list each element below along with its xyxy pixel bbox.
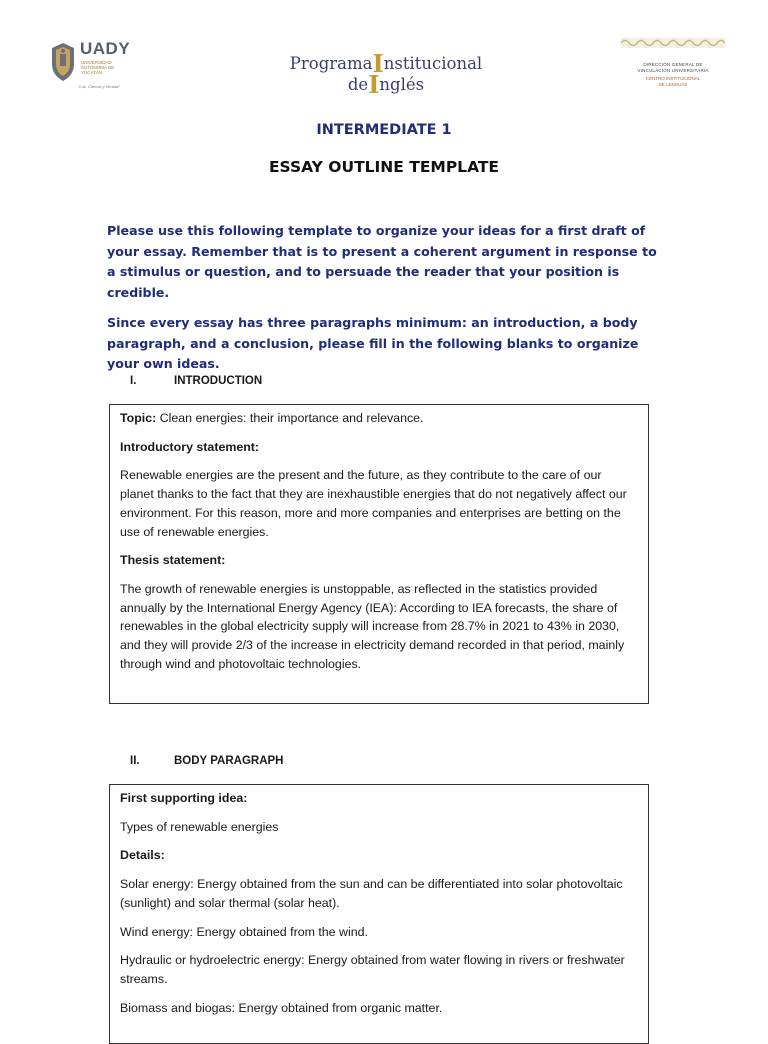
instructions bbox=[107, 221, 663, 385]
section-heading-body-paragraph bbox=[130, 755, 283, 767]
pii-line2-suffix: nglés bbox=[379, 75, 425, 94]
detail-item: Biomass and biogas: Energy obtained from organic matter. bbox=[120, 1000, 443, 1015]
course-level: INTERMEDIATE 1 bbox=[316, 122, 452, 138]
uady-name: UADY bbox=[80, 39, 131, 58]
instructions-paragraph-1: Please use this following template to organize your ideas for a first draft of your essay. Remember that is to present a coherent argument in response to a stimulus or question, and to persuade the reader that your position is credible. bbox=[107, 223, 657, 300]
dgvu-logo bbox=[618, 38, 728, 94]
pii-line1-prefix: Programa bbox=[289, 54, 373, 73]
section-number: II. bbox=[130, 755, 140, 767]
dgvu-line3: CENTRO INSTITUCIONAL bbox=[645, 76, 701, 81]
detail-item: Hydraulic or hydroelectric energy: Energy obtained from water flowing in rivers or freshwater streams. bbox=[120, 953, 625, 986]
introductory-statement-text: Renewable energies are the present and the future, as they contribute to the care of our planet thanks to the fact that they are inexhaustible energies that do not negatively affect our environment. For this reason, more and more companies and enterprises are betting on the use of renewable energies. bbox=[120, 468, 627, 539]
pii-line1-suffix: nstitucional bbox=[383, 54, 483, 73]
detail-item: Solar energy: Energy obtained from the sun and can be differentiated into solar photovoltaic (sunlight) and solar thermal (solar heat). bbox=[120, 877, 623, 910]
topic-row bbox=[120, 409, 638, 428]
uady-subtitle: UNIVERSIDAD AUTÓNOMA DE YUCATÁN bbox=[81, 60, 115, 75]
supporting-idea-value: Types of renewable energies bbox=[120, 819, 279, 834]
pii-line1-i: I bbox=[372, 49, 384, 78]
pii-line2-prefix: de bbox=[347, 75, 369, 94]
dgvu-line2: VINCULACIÓN UNIVERSITARIA bbox=[637, 67, 709, 73]
pii-line2-i: I bbox=[368, 70, 380, 99]
decorative-band-icon bbox=[621, 38, 725, 48]
uady-seal-icon bbox=[50, 42, 76, 82]
supporting-idea-label: First supporting idea: bbox=[120, 791, 248, 805]
programa-institucional-logo bbox=[286, 49, 486, 103]
introduction-box bbox=[109, 404, 649, 704]
uady-motto: "Luz, Ciencia y Verdad" bbox=[78, 84, 120, 89]
detail-item: Wind energy: Energy obtained from the wind. bbox=[120, 924, 368, 939]
section-title: BODY PARAGRAPH bbox=[174, 755, 284, 767]
body-paragraph-box bbox=[109, 784, 649, 1044]
introductory-statement-label: Introductory statement: bbox=[120, 439, 260, 454]
dgvu-line4: DE LENGUAS bbox=[658, 81, 688, 87]
topic-label: Topic: bbox=[120, 411, 157, 425]
instructions-paragraph-2: Since every essay has three paragraphs minimum: an introduction, a body paragraph, and a conclusion, please fill in the following blanks to organize your own ideas. bbox=[107, 315, 639, 371]
document-title: ESSAY OUTLINE TEMPLATE bbox=[268, 158, 500, 176]
dgvu-line1: DIRECCIÓN GENERAL DE bbox=[643, 62, 703, 67]
thesis-statement-label: Thesis statement: bbox=[120, 553, 226, 568]
details-label: Details: bbox=[120, 848, 165, 863]
section-heading-introduction bbox=[130, 375, 262, 387]
section-number: I. bbox=[130, 375, 137, 387]
thesis-statement-text: The growth of renewable energies is unstoppable, as reflected in the statistics provided annually by the International Energy Agency (IEA): According to IEA forecasts, the share of renewables in the global electricity supply will increase from 28.7% in 2021 to 43% in 2030, and they will provide 2/3 of the increase in electricity demand recorded in that period, mainly through wind and photovoltaic technologies. bbox=[120, 581, 625, 671]
document-header bbox=[0, 0, 768, 110]
section-title: INTRODUCTION bbox=[174, 375, 263, 387]
topic-value: Clean energies: their importance and relevance. bbox=[159, 411, 424, 425]
uady-logo bbox=[50, 38, 140, 92]
